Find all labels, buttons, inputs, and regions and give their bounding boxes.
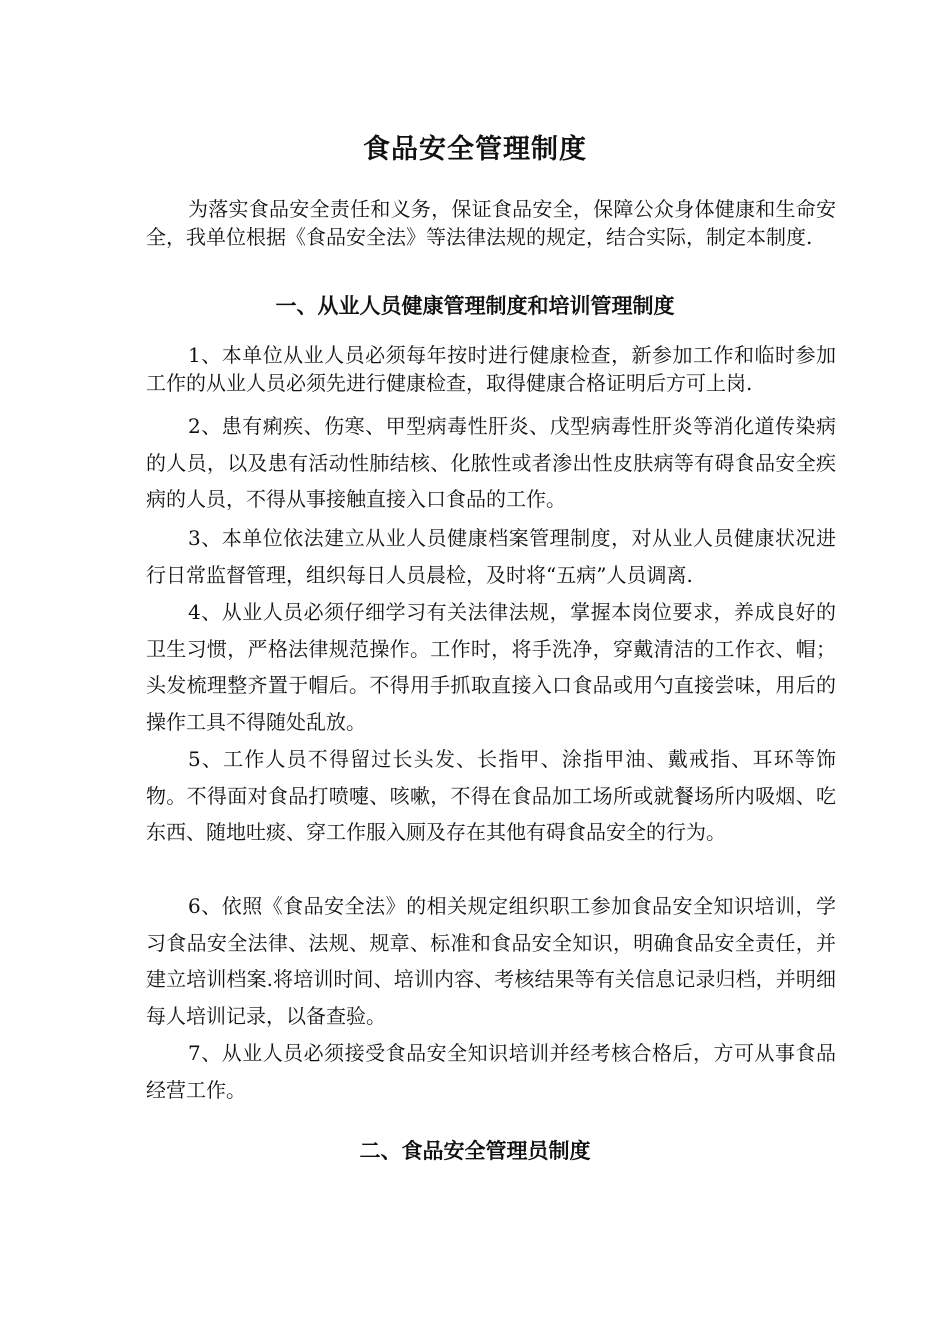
section-1-item-7: 7、从业人员必须接受食品安全知识培训并经考核合格后，方可从事食品经营工作。	[146, 1041, 836, 1102]
section-1-item-5: 5、工作人员不得留过长头发、长指甲、涂指甲油、戴戒指、耳环等饰物。不得面对食品打喷嚏、咳嗽，不得在食品加工场所或就餐场所内吸烟、吃东西、随地吐痰、穿工作服入厕及存在其他有碍食品安全的行为。	[146, 747, 836, 844]
section-heading-1: 一、从业人员健康管理制度和培训管理制度	[275, 294, 675, 318]
intro-paragraph: 为落实食品安全责任和义务，保证食品安全，保障公众身体健康和生命安全，我单位根据《食品安全法》等法律法规的规定，结合实际，制定本制度.	[146, 197, 836, 249]
section-heading-2: 二、食品安全管理员制度	[359, 1139, 591, 1163]
section-1-item-2: 2、患有痢疾、伤寒、甲型病毒性肝炎、戊型病毒性肝炎等消化道传染病的人员，以及患有活动性肺结核、化脓性或者渗出性皮肤病等有碍食品安全疾病的人员，不得从事接触直接入口食品的工作。	[146, 414, 836, 511]
section-1-item-3: 3、本单位依法建立从业人员健康档案管理制度，对从业人员健康状况进行日常监督管理，组织每日人员晨检，及时将“五病”人员调离.	[146, 526, 836, 587]
section-1-item-1: 1、本单位从业人员必须每年按时进行健康检查，新参加工作和临时参加工作的从业人员必须先进行健康检查，取得健康合格证明后方可上岗.	[146, 343, 836, 395]
document-title: 食品安全管理制度	[363, 134, 587, 165]
section-1-item-4: 4、从业人员必须仔细学习有关法律法规，掌握本岗位要求，养成良好的卫生习惯，严格法律规范操作。工作时，将手洗净，穿戴清洁的工作衣、帽；头发梳理整齐置于帽后。不得用手抓取直接入口食品或用勺直接尝味，用后的操作工具不得随处乱放。	[146, 600, 836, 734]
section-1-item-6: 6、依照《食品安全法》的相关规定组织职工参加食品安全知识培训，学习食品安全法律、法规、规章、标准和食品安全知识，明确食品安全责任，并建立培训档案.将培训时间、培训内容、考核结果等有关信息记录归档，并明细每人培训记录，以备查验。	[146, 894, 836, 1028]
